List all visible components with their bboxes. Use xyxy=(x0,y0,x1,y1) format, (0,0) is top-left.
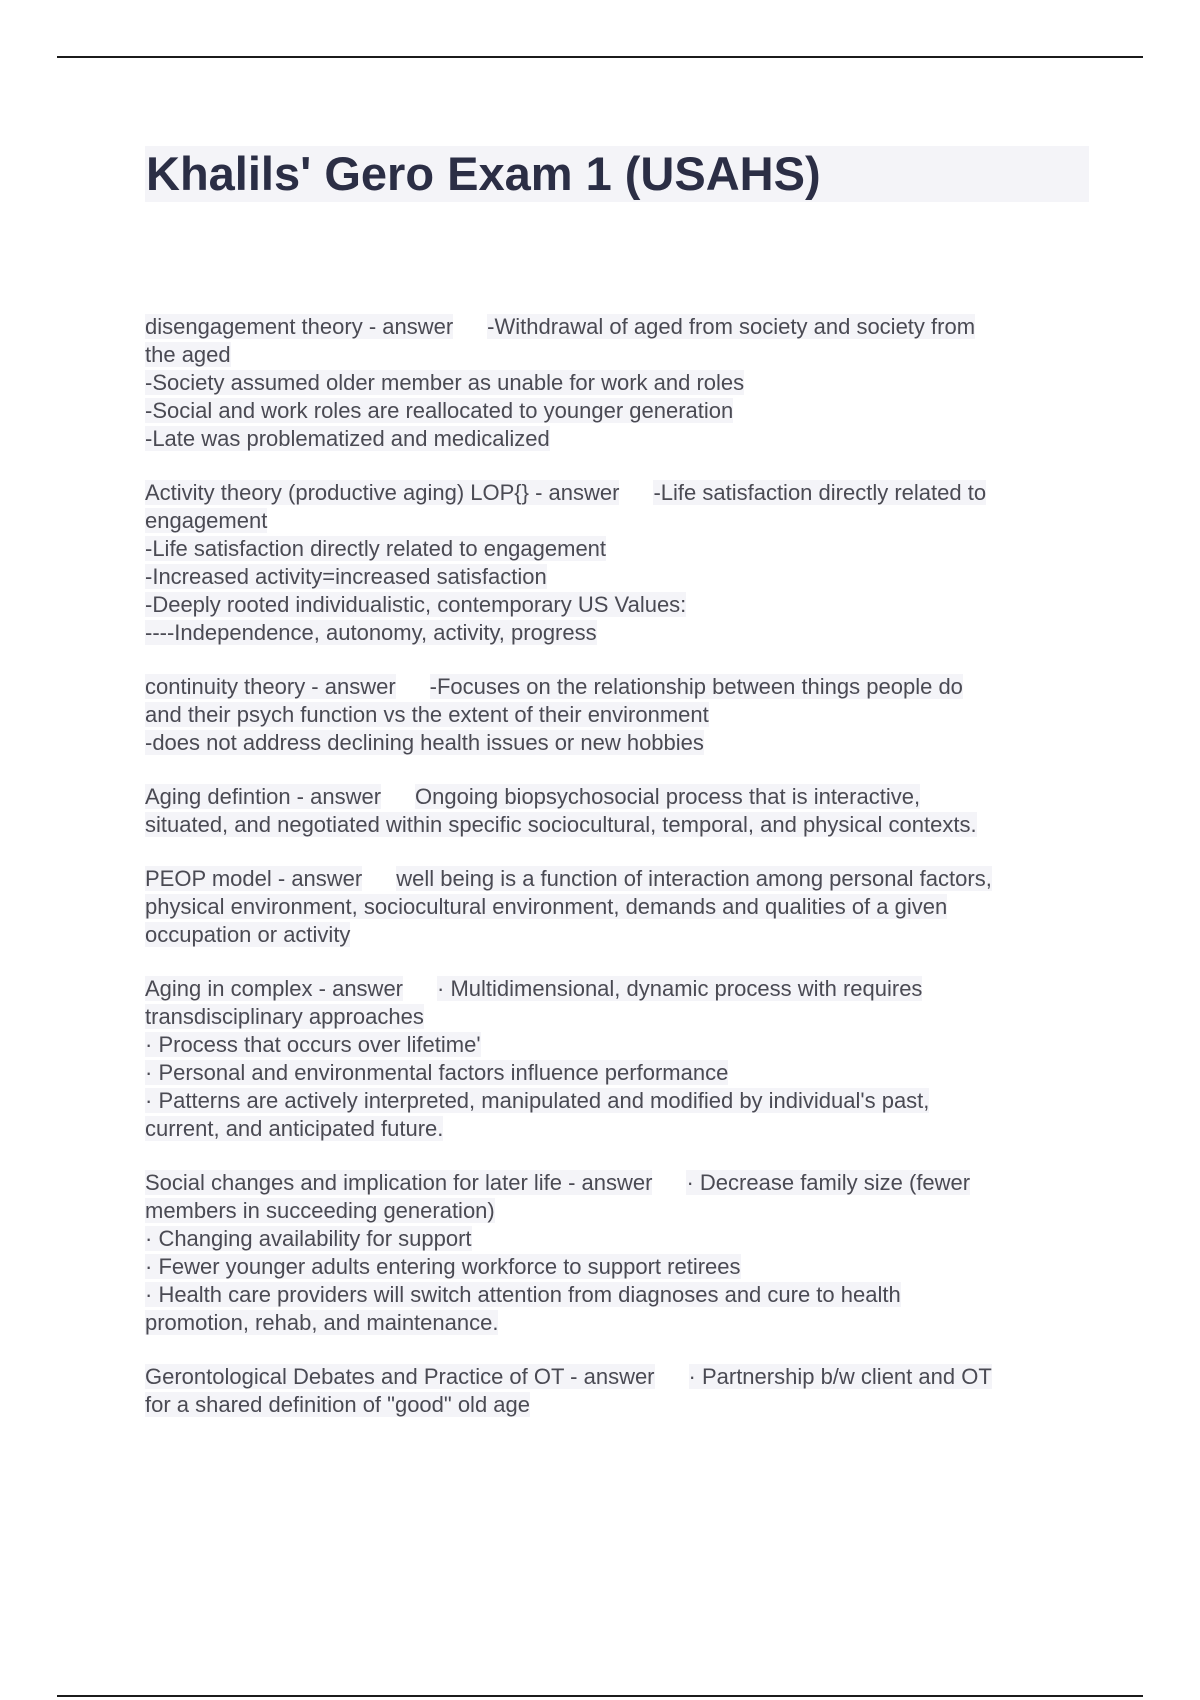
flashcard-line xyxy=(145,563,1095,591)
flashcard-term: Gerontological Debates and Practice of OT - answer xyxy=(145,1364,655,1389)
flashcard-answer-text: -Late was problematized and medicalized xyxy=(145,426,550,451)
flashcard-line xyxy=(145,1225,1095,1253)
flashcard-line xyxy=(145,341,1095,369)
flashcard-entry xyxy=(145,865,1095,949)
flashcard-answer-text: · Fewer younger adults entering workforce to support retirees xyxy=(145,1254,741,1279)
flashcard-answer-text: situated, and negotiated within specific sociocultural, temporal, and physical contexts. xyxy=(145,812,977,837)
flashcard-answer-text: for a shared definition of "good" old age xyxy=(145,1392,530,1417)
flashcard-line xyxy=(145,1197,1095,1225)
flashcard-answer-text: occupation or activity xyxy=(145,922,351,947)
flashcard-entry xyxy=(145,783,1095,839)
flashcard-list xyxy=(145,313,1095,1445)
flashcard-answer-text: engagement xyxy=(145,508,268,533)
flashcard-first-line xyxy=(145,673,1095,701)
flashcard-first-line xyxy=(145,865,1095,893)
flashcard-line xyxy=(145,1115,1095,1143)
flashcard-answer-text: members in succeeding generation) xyxy=(145,1198,495,1223)
flashcard-line xyxy=(145,591,1095,619)
flashcard-answer-text: the aged xyxy=(145,342,231,367)
flashcard-first-line xyxy=(145,1169,1095,1197)
flashcard-line xyxy=(145,1253,1095,1281)
flashcard-answer-text: · Decrease family size (fewer xyxy=(686,1170,971,1195)
flashcard-entry xyxy=(145,1169,1095,1337)
flashcard-line xyxy=(145,1031,1095,1059)
flashcard-line xyxy=(145,425,1095,453)
flashcard-answer-text: · Partnership b/w client and OT xyxy=(688,1364,992,1389)
flashcard-line xyxy=(145,1309,1095,1337)
flashcard-line xyxy=(145,729,1095,757)
flashcard-line xyxy=(145,397,1095,425)
flashcard-first-line xyxy=(145,479,1095,507)
flashcard-term: Aging defintion - answer xyxy=(145,784,382,809)
flashcard-entry xyxy=(145,975,1095,1143)
flashcard-answer-text: -Life satisfaction directly related to xyxy=(653,480,987,505)
flashcard-line xyxy=(145,701,1095,729)
flashcard-entry xyxy=(145,673,1095,757)
top-rule xyxy=(57,56,1143,58)
flashcard-answer-text: -Life satisfaction directly related to engagement xyxy=(145,536,607,561)
flashcard-first-line xyxy=(145,975,1095,1003)
flashcard-line xyxy=(145,921,1095,949)
flashcard-line xyxy=(145,507,1095,535)
document-title: Khalils' Gero Exam 1 (USAHS) xyxy=(146,147,821,200)
flashcard-answer-text: physical environment, sociocultural environment, demands and qualities of a given xyxy=(145,894,948,919)
flashcard-answer-text: -Social and work roles are reallocated to younger generation xyxy=(145,398,734,423)
flashcard-entry xyxy=(145,479,1095,647)
flashcard-answer-text: current, and anticipated future. xyxy=(145,1116,444,1141)
flashcard-answer-text: · Personal and environmental factors influence performance xyxy=(145,1060,729,1085)
flashcard-term: disengagement theory - answer xyxy=(145,314,454,339)
flashcard-answer-text: -does not address declining health issues or new hobbies xyxy=(145,730,704,755)
flashcard-answer-text: -Society assumed older member as unable for work and roles xyxy=(145,370,745,395)
flashcard-line xyxy=(145,535,1095,563)
flashcard-entry xyxy=(145,313,1095,453)
flashcard-line xyxy=(145,1003,1095,1031)
flashcard-line xyxy=(145,369,1095,397)
flashcard-answer-text: well being is a function of interaction among personal factors, xyxy=(396,866,992,891)
flashcard-answer-text: · Patterns are actively interpreted, manipulated and modified by individual's past, xyxy=(145,1088,930,1113)
flashcard-answer-text: -Focuses on the relationship between things people do xyxy=(429,674,963,699)
flashcard-answer-text: -Increased activity=increased satisfaction xyxy=(145,564,547,589)
flashcard-answer-text: Ongoing biopsychosocial process that is interactive, xyxy=(415,784,921,809)
bottom-rule xyxy=(57,1695,1143,1697)
flashcard-first-line xyxy=(145,1363,1095,1391)
flashcard-answer-text: · Process that occurs over lifetime' xyxy=(145,1032,481,1057)
flashcard-answer-text: promotion, rehab, and maintenance. xyxy=(145,1310,499,1335)
flashcard-term: Activity theory (productive aging) LOP{} - answer xyxy=(145,480,620,505)
flashcard-line xyxy=(145,893,1095,921)
flashcard-line xyxy=(145,619,1095,647)
flashcard-line xyxy=(145,1087,1095,1115)
flashcard-answer-text: ----Independence, autonomy, activity, progress xyxy=(145,620,597,645)
flashcard-line xyxy=(145,1391,1095,1419)
flashcard-term: Aging in complex - answer xyxy=(145,976,404,1001)
flashcard-answer-text: · Changing availability for support xyxy=(145,1226,472,1251)
flashcard-term: continuity theory - answer xyxy=(145,674,396,699)
flashcard-answer-text: and their psych function vs the extent of their environment xyxy=(145,702,709,727)
flashcard-term: PEOP model - answer xyxy=(145,866,363,891)
flashcard-entry xyxy=(145,1363,1095,1419)
flashcard-answer-text: transdisciplinary approaches xyxy=(145,1004,424,1029)
flashcard-answer-text: · Multidimensional, dynamic process with requires xyxy=(437,976,923,1001)
flashcard-answer-text: -Withdrawal of aged from society and society from xyxy=(487,314,976,339)
flashcard-line xyxy=(145,1281,1095,1309)
flashcard-answer-text: -Deeply rooted individualistic, contemporary US Values: xyxy=(145,592,687,617)
flashcard-first-line xyxy=(145,313,1095,341)
flashcard-answer-text: · Health care providers will switch attention from diagnoses and cure to health xyxy=(145,1282,901,1307)
flashcard-term: Social changes and implication for later life - answer xyxy=(145,1170,653,1195)
flashcard-first-line xyxy=(145,783,1095,811)
flashcard-line xyxy=(145,811,1095,839)
flashcard-line xyxy=(145,1059,1095,1087)
